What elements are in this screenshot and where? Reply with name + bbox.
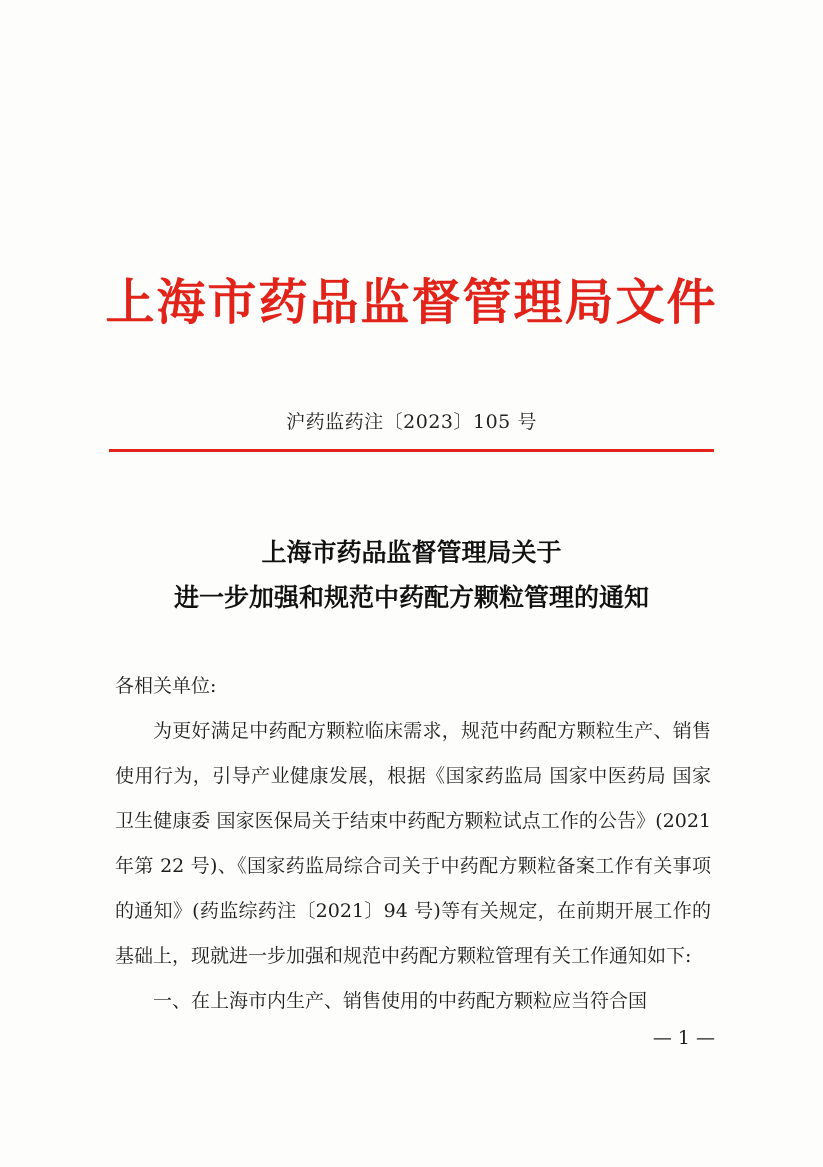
notice-title xyxy=(0,530,823,620)
paragraph-intro: 为更好满足中药配方颗粒临床需求，规范中药配方颗粒生产、销售使用行为，引导产业健康发展，根据《国家药监局 国家中医药局 国家卫生健康委 国家医保局关于结束中药配方颗粒试点工作的公告》(2021 年第 22 号)、《国家药监局综合司关于中药配方颗粒备案工作有关事项的通知》(药监综药注〔2021〕94 号)等有关规定，在前期开展工作的基础上，现就进一步加强和规范中药配方颗粒管理有关工作通知如下: xyxy=(115,720,711,967)
document-number: 沪药监药注〔2023〕105 号 xyxy=(286,411,537,433)
red-divider-rule xyxy=(109,449,714,452)
body-text xyxy=(115,664,711,1024)
notice-title-line-2: 进一步加强和规范中药配方颗粒管理的通知 xyxy=(173,583,649,612)
page-number: — 1 — xyxy=(652,1027,715,1049)
notice-title-line-1: 上海市药品监督管理局关于 xyxy=(261,538,562,567)
paragraph-item-1: 一、在上海市内生产、销售使用的中药配方颗粒应当符合国 xyxy=(153,990,648,1012)
salutation: 各相关单位: xyxy=(115,675,217,697)
masthead-title: 上海市药品监督管理局文件 xyxy=(105,273,718,331)
